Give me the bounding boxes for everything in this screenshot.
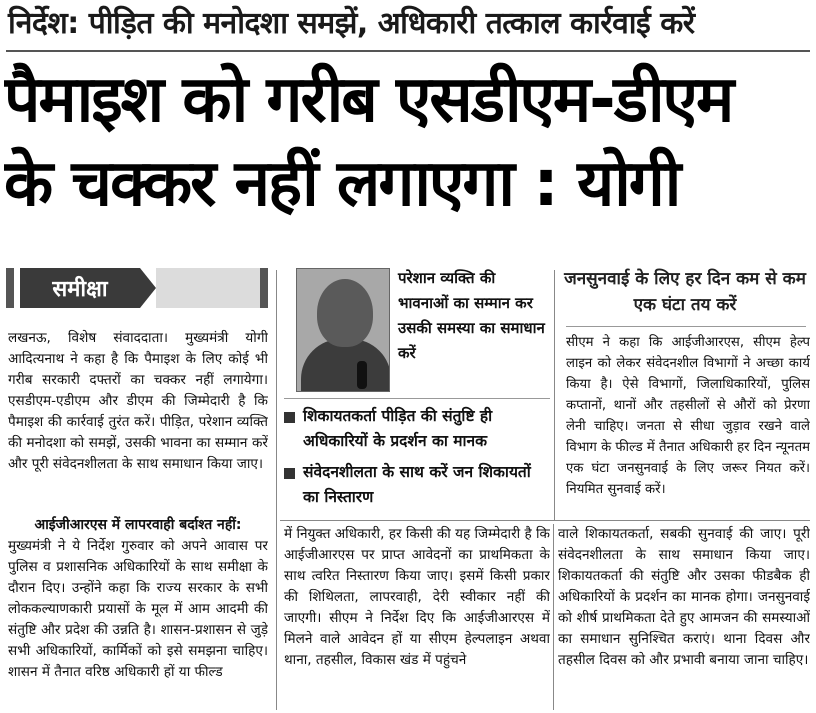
article-paragraph-1: लखनऊ, विशेष संवाददाता। मुख्यमंत्री योगी आदित्यनाथ ने कहा है कि पैमाइश के लिए कोई भी गरीब सरकारी दफ्तरों का चक्कर नहीं लगायेगा। एसडीएम-एडीएम और डीएम की जिम्मेदारी है कि पैमाइश की कार्रवाई तुरंत करें। पीड़ित, परेशान व्यक्ति की मनोदशा को समझें, उसकी भावना का सम्मान करें और पूरी संवेदनशीलता के साथ समाधान किया जाए। <box>8 330 268 472</box>
cm-portrait-photo <box>296 268 390 392</box>
bottom-column-divider <box>553 524 554 710</box>
section-label-box <box>6 268 268 308</box>
highlight-bullets <box>284 404 550 516</box>
kicker-line: निर्देश: पीड़ित की मनोदशा समझें, अधिकारी तत्काल कार्रवाई करें <box>8 6 695 41</box>
section-label: समीक्षा <box>20 268 140 308</box>
bullet-square-icon <box>284 412 295 423</box>
bullet-square-icon <box>284 468 295 479</box>
article-continuation-right: वाले शिकायतकर्ता, सबकी सुनवाई की जाए। पूरी संवेदनशीलता के साथ समाधान किया जाए। शिकायतकर्ता की संतुष्टि और उसका फीडबैक ही अधिकारियों के प्रदर्शन का मानक होगा। जनसुनवाई को शीर्ष प्राथमिकता देते हुए आमजन की समस्याओं का समाधान सुनिश्चित कराएं। थाना दिवस और तहसील दिवस को और प्रभावी बनाया जाना चाहिए। <box>558 526 810 668</box>
right-box-rule <box>566 326 806 327</box>
column-divider-left <box>276 270 277 710</box>
label-bar-left <box>6 268 14 308</box>
article-paragraph-2: मुख्यमंत्री ने ये निर्देश गुरुवार को अपने आवास पर पुलिस व प्रशासनिक अधिकारियों के साथ समीक्षा के दौरान दिए। उन्होंने कहा कि राज्य सरकार के सभी लोककल्याणकारी प्रयासों के मूल में आम आदमी की संतुष्टि और प्रदेश की उन्नति है। शासन-प्रशासन से जुड़े सभी अधिकारियों, कार्मिकों को इसे समझना चाहिए। शासन में तैनात वरिष्ठ अधिकारी हों या फील्ड <box>8 538 268 680</box>
right-box-title: जनसुनवाई के लिए हर दिन कम से कम एक घंटा तय करें <box>564 269 806 315</box>
middle-box-divider <box>284 398 550 399</box>
label-bar-right <box>260 268 268 308</box>
microphone-icon <box>357 361 367 389</box>
article-subhead: आईजीआरएस में लापरवाही बर्दाश्त नहीं: <box>34 517 242 533</box>
right-box-paragraph: सीएम ने कहा कि आईजीआरएस, सीएम हेल्प लाइन को लेकर संवेदनशील विभागों ने अच्छा कार्य किया है। ऐसे विभागों, जिलाधिकारियों, पुलिस कप्तानों, थानों और तहसीलों से औरों को प्रेरणा लेनी चाहिए। जनता से सीधा जुड़ाव रखने वाले विभाग के फील्ड में तैनात अधिकारी हर दिन न्यूनतम एक घंटा जनसुनवाई के लिए जरूर नियत करें। नियमित सुनवाई करें। <box>566 335 810 497</box>
column-divider-right <box>554 270 555 520</box>
headline <box>4 58 812 226</box>
pull-quote: परेशान व्यक्ति की भावनाओं का सम्मान कर उसकी समस्या का समाधान करें <box>398 269 545 362</box>
kicker-rule <box>6 50 810 52</box>
headline-line-1: पैमाइश को गरीब एसडीएम-डीएम <box>4 63 733 137</box>
bullet-item <box>284 404 550 454</box>
bottom-section-rule <box>280 520 810 521</box>
article-continuation-middle: में नियुक्त अधिकारी, हर किसी की यह जिम्मेदारी है कि आईजीआरएस पर प्राप्त आवेदनों का प्राथमिकता के साथ त्वरित निस्तारण किया जाए। इसमें किसी प्रकार की शिथिलता, लापरवाही, देरी स्वीकार नहीं की जाएगी। सीएम ने निर्देश दिए कि आईजीआरएस में मिलने वाले आवेदन हों या सीएम हेल्पलाइन अथवा थाना, तहसील, विकास खंड में पहुंचने <box>284 526 550 668</box>
label-fill <box>156 268 260 308</box>
headline-line-2: के चक्कर नहीं लगाएगा : योगी <box>4 147 680 221</box>
bullet-item <box>284 460 550 510</box>
bullet-text: संवेदनशीलता के साथ करें जन शिकायतों का निस्तारण <box>303 463 531 506</box>
bullet-text: शिकायतकर्ता पीड़ित की संतुष्टि ही अधिकारियों के प्रदर्शन का मानक <box>303 407 493 450</box>
photo-head <box>317 279 373 347</box>
